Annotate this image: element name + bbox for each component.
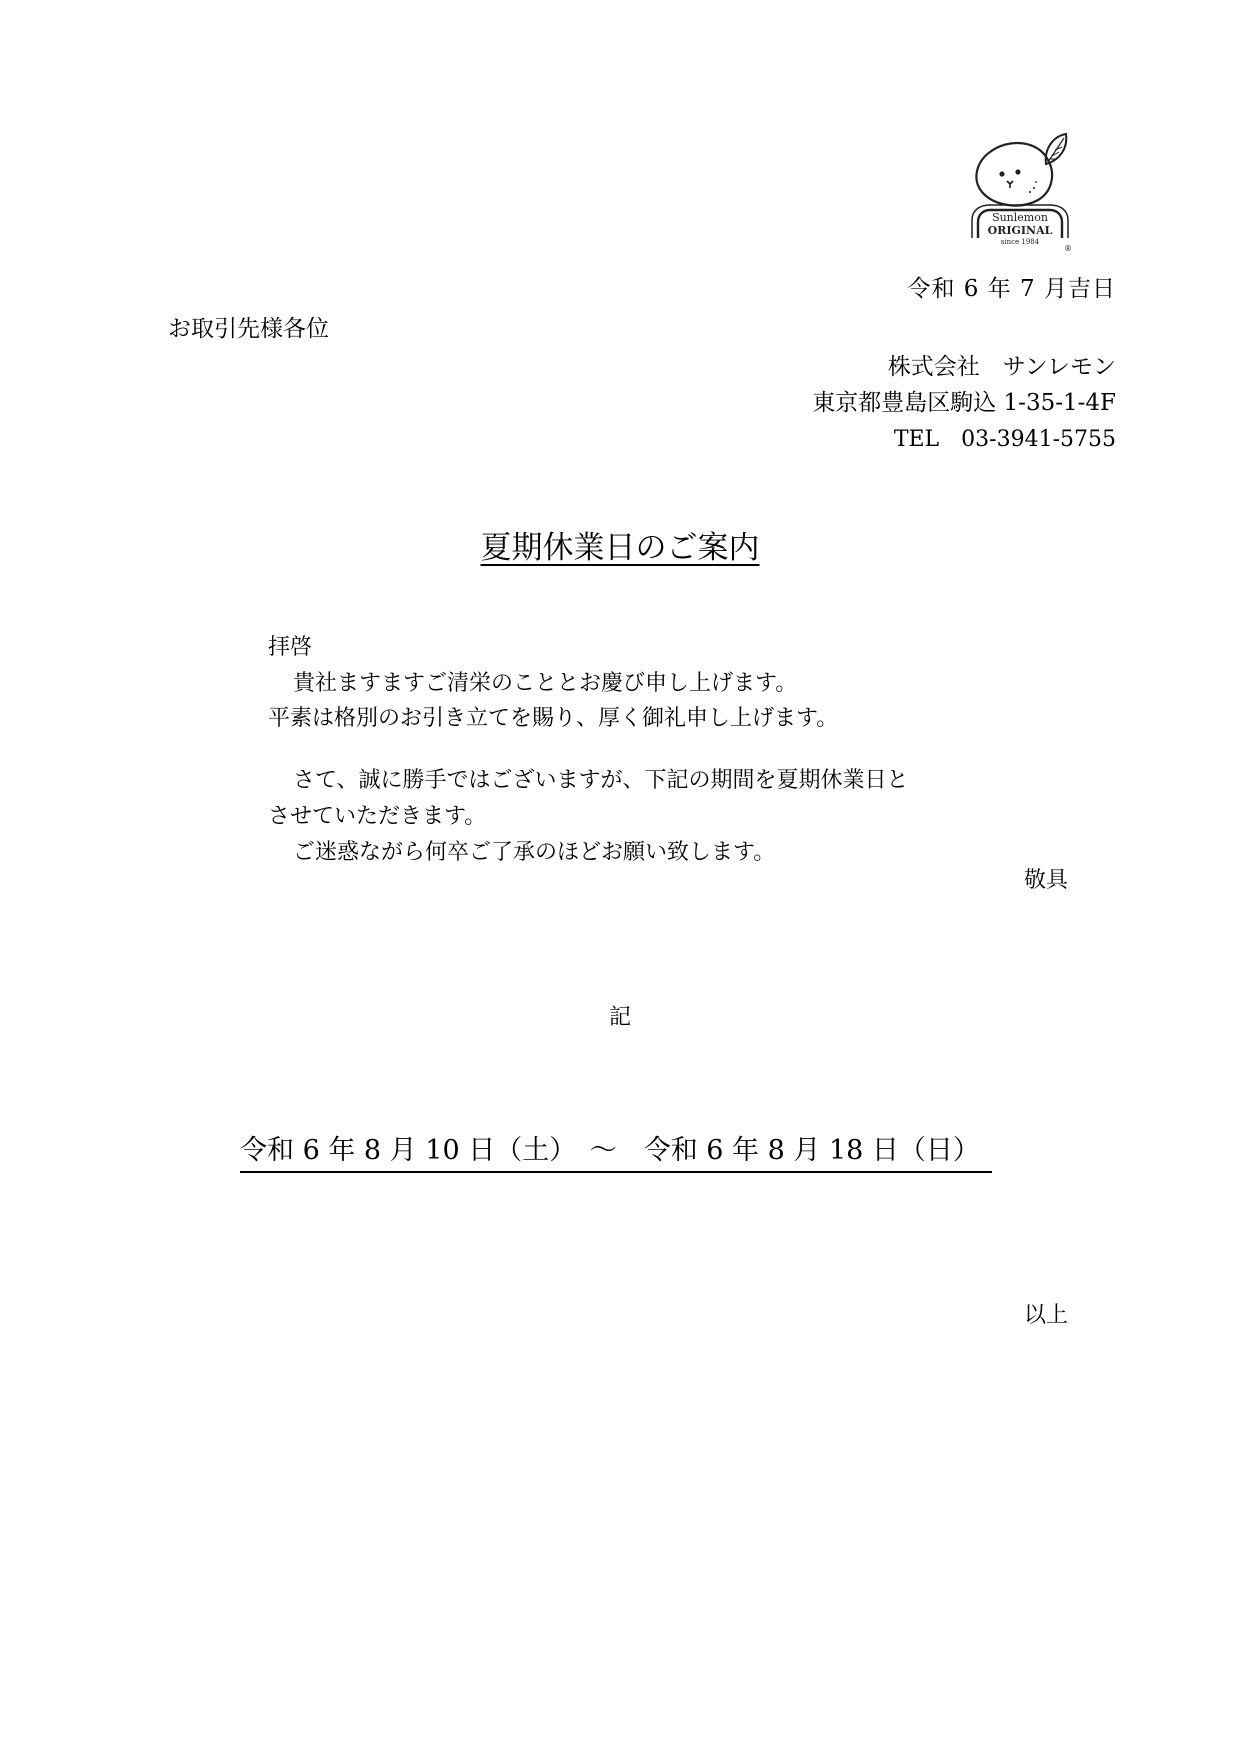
body-line: させていただきます。 <box>268 804 487 829</box>
svg-text:Sunlemon: Sunlemon <box>992 211 1048 224</box>
letter-date: 令和 6 年 7 月吉日 <box>907 276 1116 302</box>
sunlemon-logo <box>960 130 1080 255</box>
body-line: ご迷惑ながら何卒ご了承のほどお願い致します。 <box>293 840 776 865</box>
lemon-mascot-icon <box>960 130 1080 255</box>
company-address: 東京都豊島区駒込 1-35-1-4F <box>812 390 1116 416</box>
svg-text:since 1984: since 1984 <box>1000 238 1040 246</box>
svg-text:ORIGINAL: ORIGINAL <box>987 224 1053 237</box>
ki-heading: 記 <box>608 1005 631 1030</box>
company-tel: TEL 03-3941-5755 <box>893 427 1116 452</box>
body-line: 貴社ますますご清栄のこととお慶び申し上げます。 <box>293 671 798 696</box>
salutation: 拝啓 <box>268 635 313 660</box>
addressee: お取引先様各位 <box>168 316 329 342</box>
holiday-period: 令和 6 年 8 月 10 日（土） ～ 令和 6 年 8 月 18 日（日） <box>240 1128 992 1173</box>
body-line: 平素は格別のお引き立てを賜り、厚く御礼申し上げます。 <box>268 706 839 731</box>
closing-keigu: 敬具 <box>1023 868 1068 893</box>
svg-text:®: ® <box>1064 244 1072 253</box>
closing-ijou: 以上 <box>1023 1303 1068 1328</box>
company-name: 株式会社 サンレモン <box>887 354 1116 380</box>
body-line: さて、誠に勝手ではございますが、下記の期間を夏期休業日と <box>293 768 909 793</box>
document-title-text: 夏期休業日のご案内 <box>480 530 760 566</box>
document-title <box>0 522 1240 567</box>
